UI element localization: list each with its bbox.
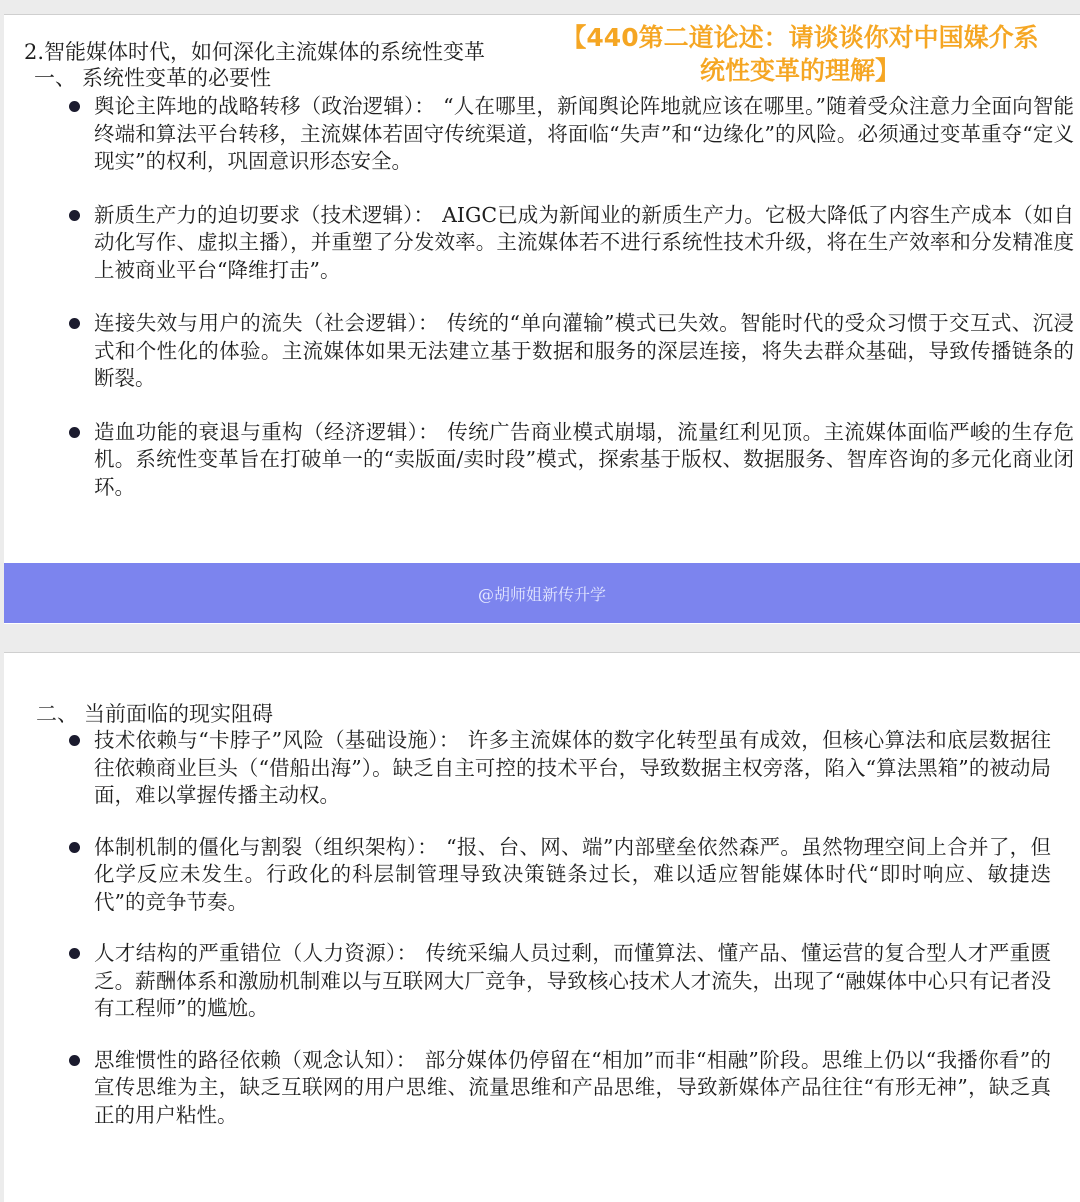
bullet-item (66, 419, 1074, 502)
bullet-text: 传统采编人员过剩，而懂算法、懂产品、懂运营的复合型人才严重匮乏。薪酬体系和激励机制难以与互联网大厂竞争，导致核心技术人才流失，出现了“融媒体中心只有记者没有工程师”的尴尬。 (94, 941, 1052, 1020)
section-number: 二、 (36, 702, 78, 726)
bullet-item (66, 202, 1074, 285)
obstacles-bullet-list (66, 727, 1051, 1153)
bullet-dot-icon (69, 735, 80, 746)
bullet-term: 连接失效与用户的流失（社会逻辑）： (94, 311, 439, 335)
bullet-dot-icon (69, 427, 80, 438)
bullet-text: 部分媒体仍停留在“相加”而非“相融”阶段。思维上仍以“我播你看”的宣传思维为主，缺乏互联网的用户思维、流量思维和产品思维，导致新媒体产品往往“有形无神”，缺乏真正的用户粘性。 (94, 1047, 1051, 1127)
bullet-dot-icon (69, 1055, 80, 1066)
bullet-term: 思维惯性的路径依赖（观念认知）： (94, 1047, 417, 1072)
bullet-text: “报、台、网、端”内部壁垒依然森严。虽然物理空间上合并了，但化学反应未发生。行政化的科层制管理导致决策链条过长，难以适应智能媒体时代“即时响应、敏捷迭代”的竞争节奏。 (94, 834, 1052, 914)
watermark-banner: @胡师姐新传升学 (4, 563, 1080, 623)
bullet-item (66, 727, 1051, 810)
bullet-term: 体制机制的僵化与割裂（组织架构）： (94, 834, 439, 859)
bullet-dot-icon (69, 101, 80, 112)
bullet-item (66, 93, 1074, 176)
bullet-term: 舆论主阵地的战略转移（政治逻辑）： (94, 94, 436, 118)
bullet-term: 新质生产力的迫切要求（技术逻辑）： (94, 202, 435, 227)
section-title-obstacles (36, 701, 273, 727)
bullet-dot-icon (69, 948, 80, 959)
bullet-text: 传统的“单向灌输”模式已失效。智能时代的受众习惯于交互式、沉浸式和个性化的体验。主流媒体如果无法建立基于数据和服务的深层连接，将失去群众基础，导致传播链条的断裂。 (94, 311, 1075, 390)
exam-callout: 【440第二道论述：请谈谈你对中国媒介系统性变革的理解】 (561, 23, 1039, 85)
section-title-text: 当前面临的现实阻碍 (84, 702, 273, 726)
bullet-dot-icon (69, 210, 80, 221)
section-title-text: 系统性变革的必要性 (82, 66, 271, 90)
necessity-bullet-list (66, 93, 1074, 527)
bullet-item (66, 940, 1051, 1023)
bullet-text: 许多主流媒体的数字化转型虽有成效，但核心算法和底层数据往往依赖商业巨头（“借船出海”）。缺乏自主可控的技术平台，导致数据主权旁落，陷入“算法黑箱”的被动局面，难以掌握传播主动权。 (94, 728, 1051, 807)
bullet-text: “人在哪里，新闻舆论阵地就应该在哪里。”随着受众注意力全面向智能终端和算法平台转移，主流媒体若固守传统渠道，将面临“失声”和“边缘化”的风险。必须通过变革重夺“定义现实”的权利，巩固意识形态安全。 (94, 94, 1074, 173)
bullet-dot-icon (69, 842, 80, 853)
document-page-1 (4, 14, 1080, 624)
bullet-item (66, 834, 1051, 917)
bullet-term: 造血功能的衰退与重构（经济逻辑）： (94, 419, 440, 444)
section-title-necessity (34, 65, 271, 91)
bullet-item (66, 1047, 1051, 1130)
bullet-term: 技术依赖与“卡脖子”风险（基础设施）： (94, 728, 460, 752)
bullet-dot-icon (69, 318, 80, 329)
bullet-item (66, 310, 1074, 393)
bullet-text: 传统广告商业模式崩塌，流量红利见顶。主流媒体面临严峻的生存危机。系统性变革旨在打破单一的“卖版面/卖时段”模式，探索基于版权、数据服务、智库咨询的多元化商业闭环。 (94, 419, 1075, 499)
bullet-text: AIGC已成为新闻业的新质生产力。它极大降低了内容生产成本（如自动化写作、虚拟主播），并重塑了分发效率。主流媒体若不进行系统性技术升级，将在生产效率和分发精准度上被商业平台“降维打击”。 (94, 202, 1074, 282)
document-page-2 (4, 652, 1080, 1202)
question-heading: 2.智能媒体时代，如何深化主流媒体的系统性变革 (24, 40, 486, 64)
section-number: 一、 (34, 66, 76, 90)
bullet-term: 人才结构的严重错位（人力资源）： (94, 941, 418, 965)
